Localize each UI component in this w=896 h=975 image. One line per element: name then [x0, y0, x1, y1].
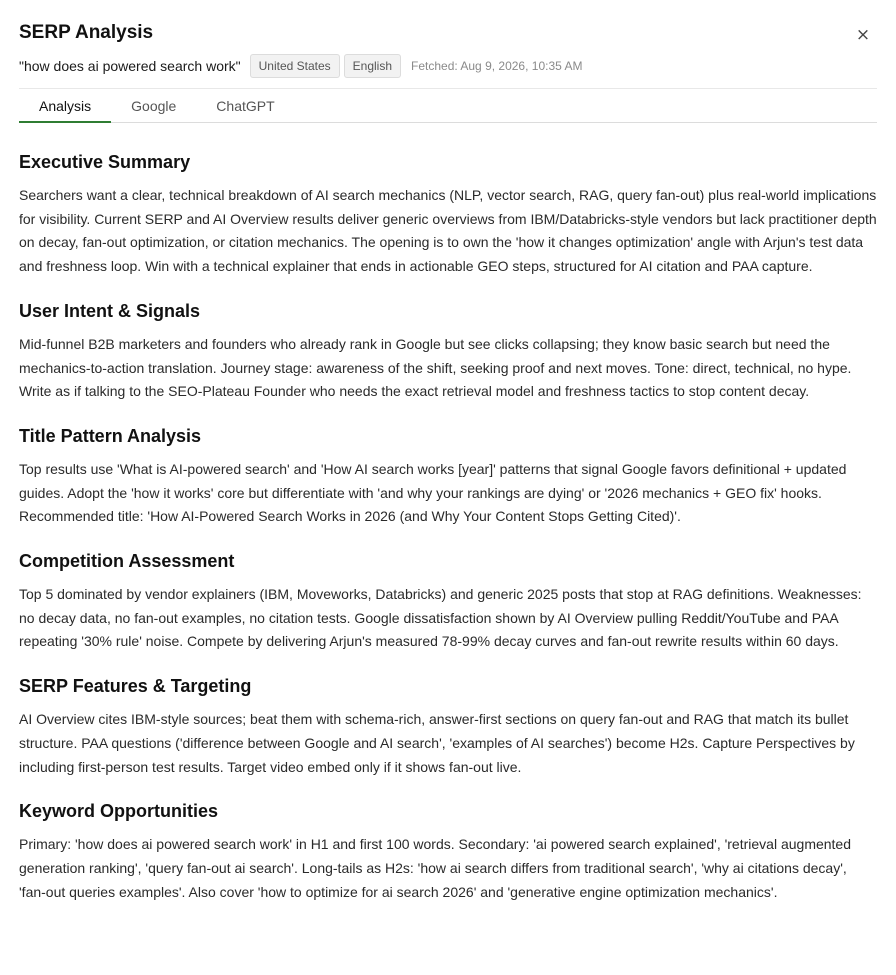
section-heading: Executive Summary — [19, 152, 191, 172]
section-title-pattern — [19, 423, 877, 529]
section-body: AI Overview cites IBM-style sources; beat them with schema-rich, answer-first sections on query fan-out and RAG that match its bullet structure. PAA questions ('difference between Google and AI search', 'examples of AI searches') become H2s. Capture Perspectives by including first-person test results. Target video embed only if it shows fan-out live. — [19, 711, 855, 775]
fetched-timestamp: Fetched: Aug 9, 2026, 10:35 AM — [411, 59, 583, 73]
section-user-intent — [19, 298, 877, 404]
language-badge: English — [344, 54, 401, 78]
section-heading: User Intent & Signals — [19, 300, 201, 321]
modal-title: SERP Analysis — [19, 22, 154, 43]
section-body: Top 5 dominated by vendor explainers (IBM, Moveworks, Databricks) and generic 2025 posts that stop at RAG definitions. Weaknesses: no decay data, no fan-out examples, no citation tests. Google dissatisfaction shown by AI Overview pulling Reddit/YouTube and PAA repeating '30% rule' noise. Compete by delivering Arjun's measured 78-99% decay curves and fan-out rewrite results within 60 days. — [19, 586, 862, 650]
section-body: Primary: 'how does ai powered search work' in H1 and first 100 words. Secondary: 'ai powered search explained', 'retrieval augmented generation ranking', 'query fan-out ai search'. Long-tails as H2s: 'how ai search differs from traditional search', 'why ai citations decay', 'fan-out queries examples'. Also cover 'how to optimize for ai search 2026' and 'generative engine optimization mechanics'. — [19, 836, 852, 900]
section-body: Searchers want a clear, technical breakdown of AI search mechanics (NLP, vector search, RAG, query fan-out) plus real-world implications for visibility. Current SERP and AI Overview results deliver generic overviews from IBM/Databricks-style vendors but lack practitioner depth on decay, fan-out optimization, or citation mechanics. The opening is to own the 'how it changes optimization' angle with Arjun's test data and freshness loop. Win with a technical explainer that ends in actionable GEO steps, structured for AI citation and PAA capture. — [19, 187, 877, 275]
tab-analysis[interactable]: Analysis — [19, 89, 111, 122]
tab-chatgpt[interactable]: ChatGPT — [216, 98, 275, 114]
query-text: "how does ai powered search work" — [19, 58, 241, 74]
section-heading: Competition Assessment — [19, 551, 235, 572]
close-icon[interactable]: × — [855, 25, 871, 45]
section-body: Mid-funnel B2B marketers and founders who already rank in Google but see clicks collapsing; they know basic search but need the mechanics-to-action translation. Journey stage: awareness of the shift, seeking proof and next moves. Tone: direct, technical, no hype. Write as if talking to the SEO-Plateau Founder who needs the exact retrieval model and freshness tactics to stop content decay. — [19, 335, 852, 400]
section-keyword-opportunities — [19, 798, 877, 904]
section-heading: SERP Features & Targeting — [19, 676, 252, 697]
section-heading: Keyword Opportunities — [19, 801, 219, 822]
country-badge: United States — [250, 54, 340, 78]
section-heading: Title Pattern Analysis — [19, 425, 202, 446]
section-serp-features — [19, 673, 877, 779]
section-competition — [19, 548, 877, 654]
tab-google[interactable]: Google — [131, 98, 177, 114]
section-body: Top results use 'What is AI-powered search' and 'How AI search works [year]' patterns that signal Google favors definitional + updated guides. Adopt the 'how it works' core but differentiate with 'and why your rankings are dying' or '2026 mechanics + GEO fix' hooks. Recommended title: 'How AI-Powered Search Works in 2026 (and Why Your Content Stops Getting Cited)'. — [19, 460, 847, 525]
section-executive-summary — [19, 149, 877, 279]
tab-bar — [19, 89, 877, 123]
query-meta — [19, 54, 877, 78]
analysis-content — [19, 123, 877, 904]
